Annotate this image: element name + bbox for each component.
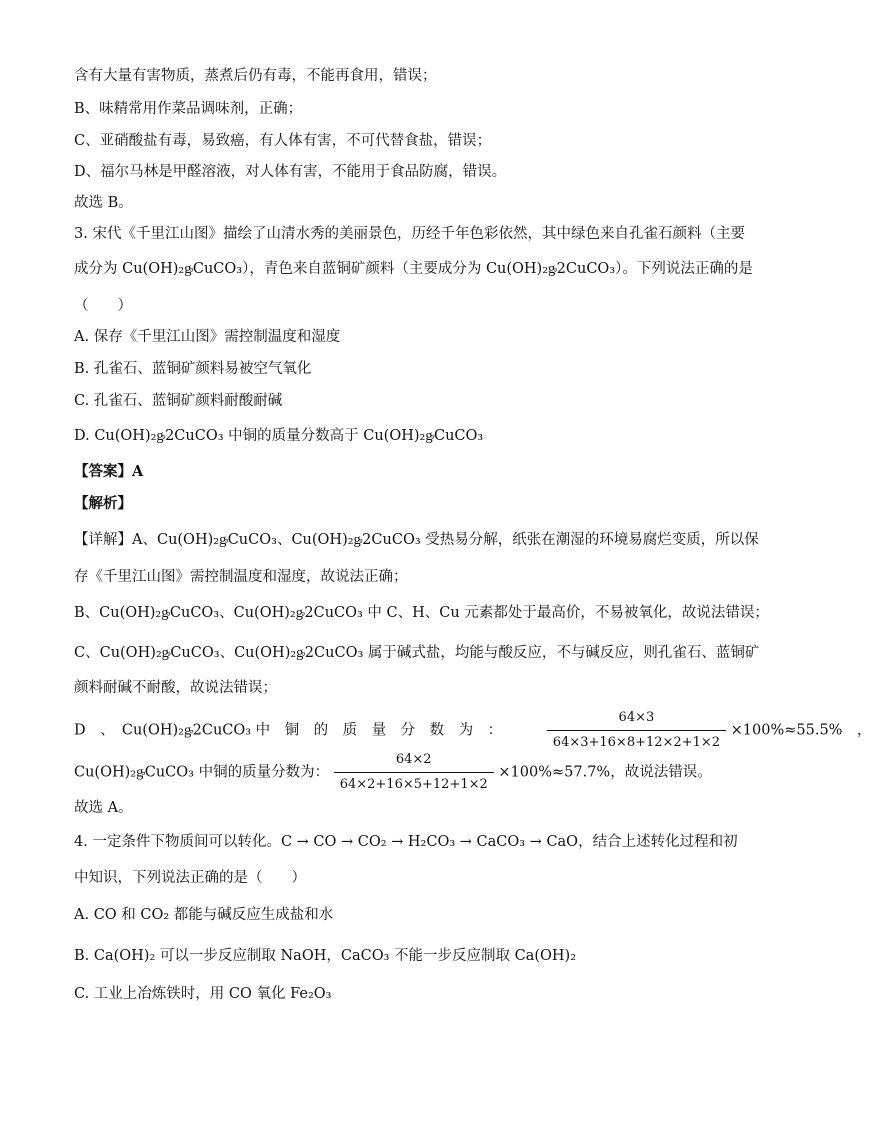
fraction-numerator: 64×2 [395, 752, 432, 767]
formula-prefix: Cu(OH)₂ᶃCuCO₃ 中铜的质量分数为： [74, 764, 330, 781]
question-3-stem: 3. 宋代《千里江山图》描绘了山清水秀的美丽景色，历经千年色彩依然，其中绿色来自孔雀石颜料（主要 [74, 226, 745, 242]
text-line: 故选 A。 [74, 800, 133, 816]
explanation-line: 【详解】A、Cu(OH)₂ᶃCuCO₃、Cu(OH)₂ᶃ2CuCO₃ 受热易分解，纸张在潮湿的环境易腐烂变质，所以保 [74, 532, 759, 548]
explanation-line: B、Cu(OH)₂ᶃCuCO₃、Cu(OH)₂ᶃ2CuCO₃ 中 C、H、Cu 元素都处于最高价，不易被氧化，故说法错误； [74, 605, 769, 621]
fraction-denominator: 64×3+16×8+12×2+1×2 [547, 730, 726, 753]
fraction [547, 708, 726, 753]
formula-prefix: D 、 Cu(OH)₂ᶃ2CuCO₃ 中 铜 的 质 量 分 数 为 ： [74, 722, 503, 739]
fraction-numerator: 64×3 [618, 710, 655, 725]
fraction [334, 750, 494, 795]
question-3-stem: （ ） [74, 298, 132, 314]
text-line: B、味精常用作菜品调味剂，正确； [74, 101, 303, 117]
option-b: B. 孔雀石、蓝铜矿颜料易被空气氧化 [74, 361, 312, 377]
answer-label: 【答案】A [74, 463, 144, 480]
text-line: C、亚硝酸盐有毒，易致癌，有人体有害，不可代替食盐，错误； [74, 133, 492, 149]
explanation-line: 颜料耐碱不耐酸，故说法错误； [74, 680, 277, 696]
fraction-denominator: 64×2+16×5+12+1×2 [334, 772, 494, 795]
text-line: 含有大量有害物质，蒸煮后仍有毒，不能再食用，错误； [74, 68, 437, 84]
q4-option-a: A. CO 和 CO₂ 都能与碱反应生成盐和水 [74, 907, 334, 923]
explanation-line: C、Cu(OH)₂ᶃCuCO₃、Cu(OH)₂ᶃ2CuCO₃ 属于碱式盐，均能与酸反应，不与碱反应，则孔雀石、蓝铜矿 [74, 645, 760, 661]
explanation-formula-line [74, 708, 871, 753]
analysis-label: 【解析】 [74, 495, 132, 512]
option-d: D. Cu(OH)₂ᶃ2CuCO₃ 中铜的质量分数高于 Cu(OH)₂ᶃCuCO₃ [74, 428, 484, 444]
q4-option-c: C. 工业上冶炼铁时，用 CO 氧化 Fe₂O₃ [74, 986, 332, 1002]
q4-option-b: B. Ca(OH)₂ 可以一步反应制取 NaOH，CaCO₃ 不能一步反应制取 Ca(OH)₂ [74, 948, 577, 964]
text-line: 故选 B。 [74, 195, 133, 211]
option-c: C. 孔雀石、蓝铜矿颜料耐酸耐碱 [74, 393, 283, 409]
option-a: A. 保存《千里江山图》需控制温度和湿度 [74, 329, 341, 345]
question-4-stem: 中知识，下列说法正确的是（ ） [74, 870, 306, 886]
formula-suffix: ×100%≈55.5% ， [730, 722, 871, 739]
text-line: D、福尔马林是甲醛溶液，对人体有害，不能用于食品防腐，错误。 [74, 164, 507, 180]
explanation-formula-line [74, 750, 712, 795]
question-4-stem: 4. 一定条件下物质间可以转化。C → CO → CO₂ → H₂CO₃ → CaCO₃ → CaO，结合上述转化过程和初 [74, 834, 738, 850]
explanation-line: 存《千里江山图》需控制温度和湿度，故说法正确； [74, 569, 408, 585]
question-3-stem: 成分为 Cu(OH)₂ᶃCuCO₃），青色来自蓝铜矿颜料（主要成分为 Cu(OH)₂ᶃ2CuCO₃）。下列说法正确的是 [74, 261, 753, 277]
formula-suffix: ×100%≈57.7%，故说法错误。 [498, 764, 712, 781]
